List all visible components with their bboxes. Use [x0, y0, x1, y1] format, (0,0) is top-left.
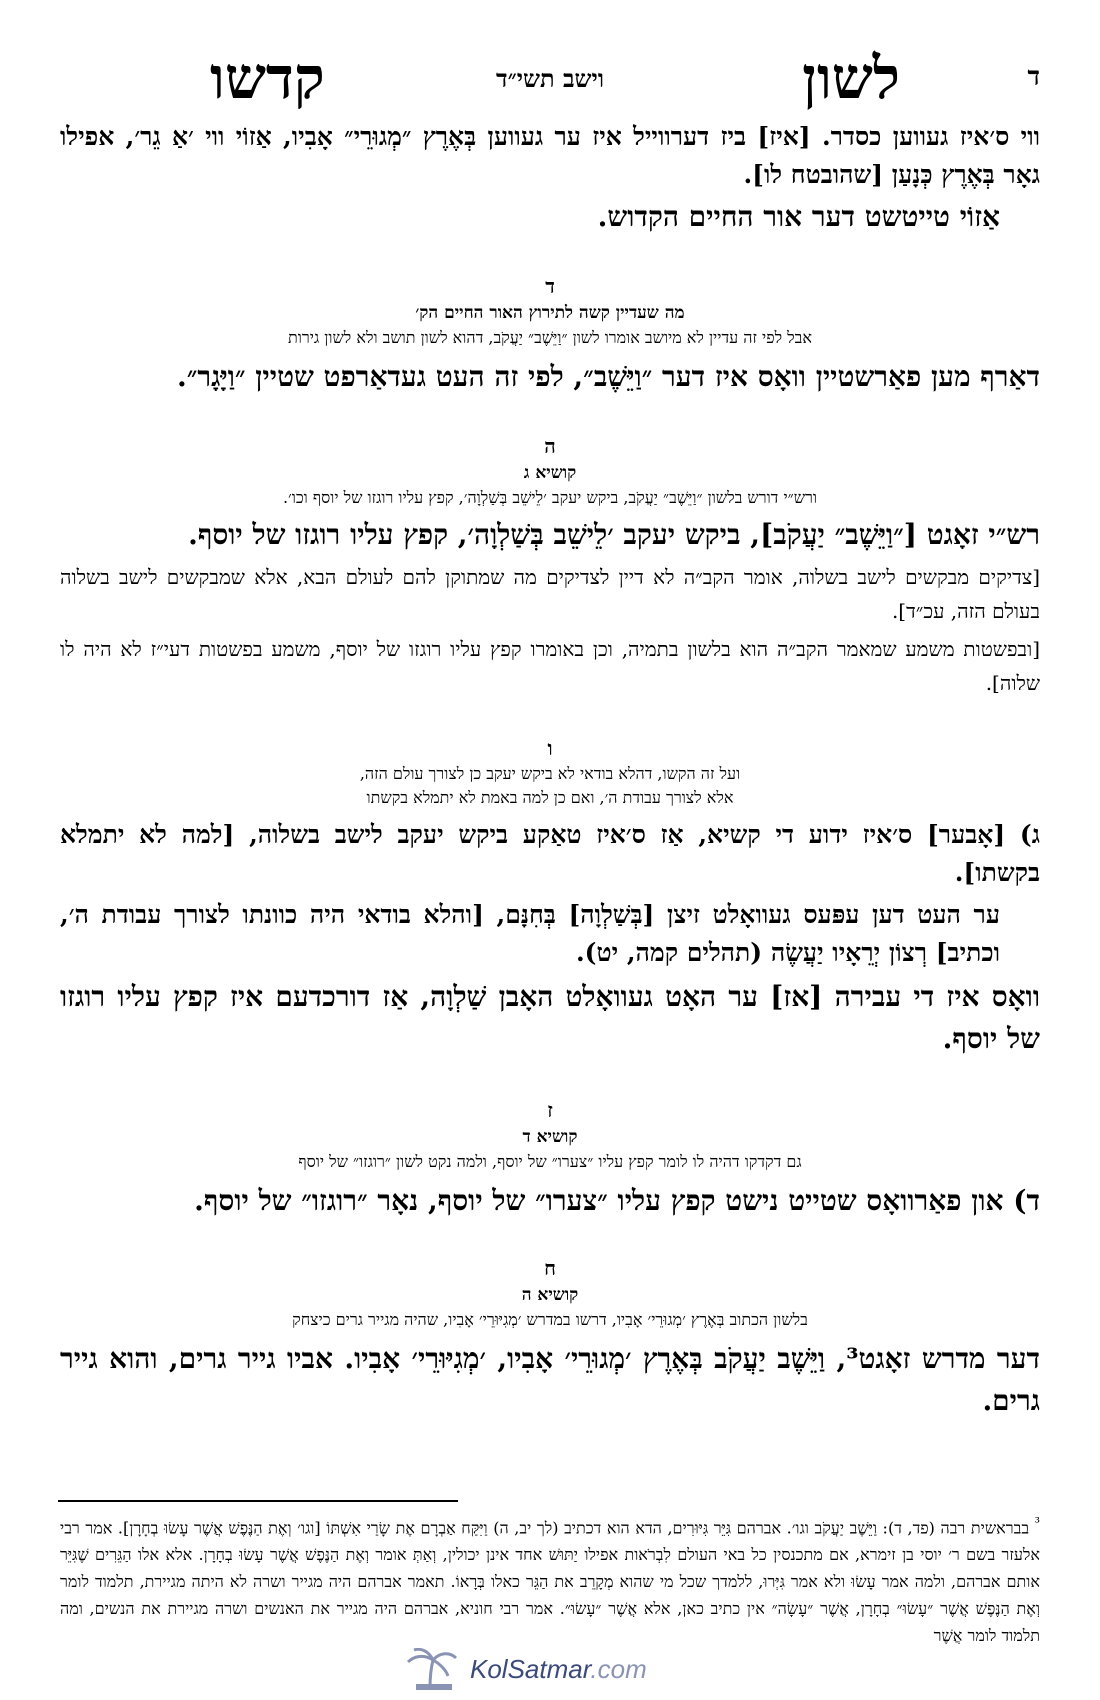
section-quote: גם דקדקו דהיה לו לומר קפץ עליו ״צערו״ של יוסף, ולמה נקט לשון ״רוגזו״ של יוסף: [298, 1152, 802, 1171]
site-logo[interactable]: [400, 1648, 720, 1688]
page-header: [60, 44, 1040, 114]
section-body: דאַרף מען פאַרשטיין וואָס איז דער ״וַיֵּשֶׁב״, לפי זה העט געדאַרפט שטיין ״וַיָּגָר״.: [176, 360, 1040, 393]
bracket-note: [ובפשטות משמע שמאמר הקב״ה הוא בלשון בתמיה, וכן באומרו קפץ עליו רוגזו של יוסף, משמע בפשטות דעי״ז לא היה לו שלוה].: [60, 637, 1040, 695]
bracket-note: [צדיקים מבקשים לישב בשלוה, אומר הקב״ה לא דיין לצדיקים מה שמתוקן להם לעולם הבא, אלא שמבקשים לישב בשלוה בעולם הזה, עכ״ד].: [60, 565, 1040, 623]
page-number: ד: [1027, 62, 1040, 92]
section-quote: בלשון הכתוב בְּאֶרֶץ ׳מְגוּרֵי׳ אָבִיו, דרשו במדרש ׳מְגִיּוּרֵי׳ אָבִיו, שהיה מגייר גרים כיצחק: [292, 1310, 808, 1329]
section-letter: ו: [547, 736, 553, 760]
section-heading-6: [60, 734, 1040, 810]
section-heading-7: [60, 1096, 1040, 1174]
section-quote: ועל זה הקשו, דהלא בודאי לא ביקש יעקב כן לצורך עולם הזה,: [359, 764, 741, 783]
section-quote: ורש״י דורש בלשון ״וַיֵּשֶׁב״ יַעֲקֹב, ביקש יעקב ׳לֵישֵׁב בְּשַׁלְוָה׳, קפץ עליו רוגזו של יוסף וכו׳.: [282, 488, 818, 507]
palm-tree-icon: [400, 1648, 464, 1692]
footnote-divider: [58, 1500, 458, 1502]
running-title-right: לשון: [802, 44, 900, 112]
logo-name: KolSatmar: [470, 1654, 591, 1684]
section-letter: ה: [544, 434, 556, 458]
intro-paragraph: ווי ס׳איז געווען כסדר. [איז] ביז דערווייל איז ער געווען בְּאֶרֶץ ״מְגוּרֵי״ אָבִיו, אַזוֹי ווי ׳אַ גֵר׳, אפילו גאָר בְּאֶרֶץ כְּנָעַן [שהובטח לו].: [60, 122, 1040, 189]
section-heading-8: [60, 1254, 1040, 1332]
footnote-mark: ³: [1034, 1516, 1040, 1531]
section-body: וואָס איז די עבירה [אז] ער האָט געוואָלט האָבן שַׁלְוָה, אַז דורכדעם איז קפץ עליו רוגזו של יוסף.: [60, 980, 1040, 1055]
parsha-label: וישב תשי״ד: [496, 64, 604, 93]
section-quote: אבל לפי זה עדיין לא מיושב אומרו לשון ״וַיֵּשֶׁב״ יַעֲקֹב, דהוא לשון תושב ולא לשון גירות: [288, 328, 812, 347]
section-title: קושיא ד: [522, 1127, 578, 1147]
section-body: דער מדרש זאָגט³, וַיֵּשֶׁב יַעֲקֹב בְּאֶרֶץ ׳מְגוּרֵי׳ אָבִיו, ׳מְגִיּוּרֵי׳ אָבִיו. אביו גייר גרים, והוא גייר גרים.: [60, 1342, 1040, 1417]
section-quote: אלא לצורך עבודת ה׳, ואם כן למה באמת לא יתמלא בקשתו: [366, 788, 734, 807]
section-body: רש״י זאָגט [״וַיֵּשֶׁב״ יַעֲקֹב], ביקש יעקב ׳לֵישֵׁב בְּשַׁלְוָה׳, קפץ עליו רוגזו של יוסף.: [188, 518, 1040, 551]
section-body: ד) און פאַרוואָס שטייט נישט קפץ עליו ״צערו״ של יוסף, נאָר ״רוגזו״ של יוסף.: [194, 1184, 1040, 1217]
section-title: מה שעדיין קשה לתירוץ האור החיים הק׳: [415, 303, 685, 323]
section-heading-4: [60, 272, 1040, 350]
logo-text: [470, 1654, 647, 1685]
section-body: ער העט דען עפּעס געוואָלט זיצן [בְּשַׁלְוָה] בְּחִנָּם, [והלא בודאי היה כוונתו לצורך עבודת ה׳, וכתיב] רְצוֹן יְרֵאָיו יַעֲשֶׂה (תהלים קמה, יט).: [60, 900, 1000, 967]
section-letter: ח: [544, 1256, 556, 1280]
section-title: קושיא ג: [523, 463, 577, 483]
footnote: [60, 1510, 1040, 1649]
section-body: ג) [אָבער] ס׳איז ידוע די קשיא, אַז ס׳איז טאַקע ביקש יעקב לישב בשלוה, [למה לא יתמלא בקשתו].: [60, 820, 1040, 887]
logo-domain: .com: [590, 1654, 647, 1684]
intro-closing-line: אַזוֹי טייטשט דער אור החיים הקדוש.: [597, 200, 1000, 233]
running-title-left: קדשו: [210, 44, 325, 112]
footnote-text: בבראשית רבה (פד, ד): וַיֵּשֶׁב יַעֲקֹב וגו׳. אברהם גִּיֵּר גִּיּוּרִים, הדא הוא דכתיב (לך יב, ה) וַיִּקַּח אַבְרָם אֶת שָׂרַי אִשְׁתּוֹ [וגו׳ וְאֶת הַנֶּפֶשׁ אֲשֶׁר עָשׂוּ בְחָרָן]. אמר רבי אלעזר בשם ר׳ יוסי בן זימרא, אם מתכנסין כל באי העולם לִבְרֹאות אפילו יַתּוּשׁ אחד אינן יכולין, וְאַתְּ אומר וְאֶת הַנֶּפֶשׁ אֲשֶׁר עָשׂוּ בְחָרָן. אלא אלו הַגֵּרִים שֶׁגִּיֵּר אותם אברהם, ולמה אמר עָשׂוּ ולא אמר גִּיְּרוּ, ללמדך שכל מי שהוא מְקָרֵב את הַגֵּר כאלו בְּרָאוֹ. תאמר אברהם היה מגייר ושרה לא היתה מגיירת, תלמוד לומר וְאֶת הַנֶּפֶשׁ אֲשֶׁר ״עָשׂוּ״ בְחָרָן, אֲשֶׁר ״עָשָׂה״ אין כתיב כאן, אלא אֲשֶׁר ״עָשׂוּ״. אמר רבי חוניא, אברהם היה מגייר את האנשים ושרה מגיירת את הנשים, ומה תלמוד לומר אֲשֶׁר: [60, 1518, 1041, 1646]
section-letter: ד: [545, 274, 555, 298]
section-heading-5: [60, 432, 1040, 510]
section-letter: ז: [547, 1098, 553, 1122]
section-title: קושיא ה: [521, 1285, 579, 1305]
page-body: [60, 118, 1040, 1422]
